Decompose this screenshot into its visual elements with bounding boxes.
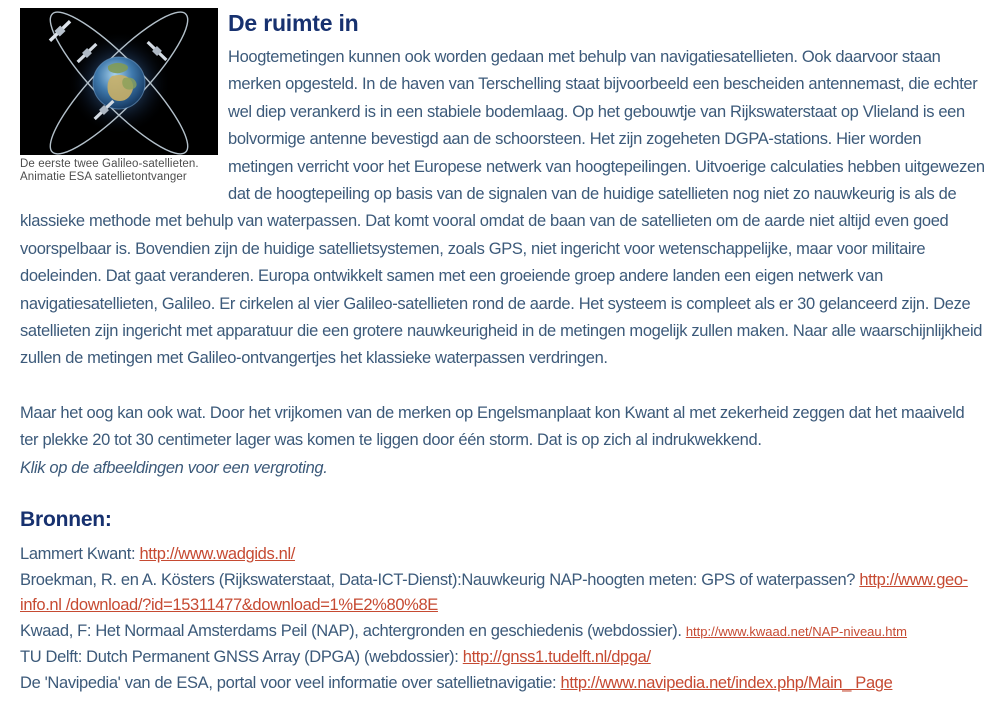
source-link-kwaad[interactable]: http://www.kwaad.net/NAP-niveau.htm: [685, 624, 907, 640]
source-text: Lammert Kwant:: [20, 545, 140, 564]
source-text: Kwaad, F: Het Normaal Amsterdams Peil (NAP), achtergronden en geschiedenis (webdossier).: [20, 622, 686, 641]
figure-caption-line1: De eerste twee Galileo-satellieten.: [20, 158, 199, 170]
galileo-satellites-image[interactable]: [20, 8, 218, 155]
source-link-tudelft[interactable]: http://gnss1.tudelft.nl/dpga/: [462, 648, 651, 667]
source-text: Broekman, R. en A. Kösters (Rijkswaterstaat, Data-ICT-Dienst):Nauwkeurig NAP-hoogten meten: GPS of waterpassen?: [20, 571, 860, 590]
source-text: TU Delft: Dutch Permanent GNSS Array (DPGA) (webdossier):: [20, 648, 463, 667]
article-paragraph-2: Maar het oog kan ook wat. Door het vrijkomen van de merken op Engelsmanplaat kon Kwant al met zekerheid zeggen dat het maaiveld ter plekke 20 tot 30 centimeter lager was komen te liggen door één storm. Dat is op zich al indrukwekkend.: [20, 403, 965, 450]
source-line: [20, 671, 986, 696]
source-line: [20, 568, 986, 618]
enlarge-note: Klik op de afbeeldingen voor een vergroting.: [20, 458, 328, 477]
figure-caption-line2: Animatie ESA satellietontvanger: [20, 171, 187, 183]
source-link-geo-info[interactable]: http://www.geo-info.nl /download/?id=15311477&download=1%E2%80%8E: [20, 571, 968, 615]
source-line: [20, 619, 986, 644]
galileo-orbits-illustration: [20, 8, 218, 155]
article-paragraph-1: Hoogtemetingen kunnen ook worden gedaan met behulp van navigatiesatellieten. Ook daarvoor staan merken opgesteld. In de haven van Terschelling staat bijvoorbeeld een bescheiden antennemast, die echter wel diep verankerd is in een stabiele bodemlaag. Op het gebouwtje van Rijkswaterstaat op Vlieland is een bolvormige antenne bevestigd aan de schoorsteen. Het zijn zogeheten DGPA-stations. Hier worden metingen verricht voor het Europese netwerk van hoogtepeilingen. Uitvoerige calculaties hebben uitgewezen dat de hoogtepeiling op basis van de signalen van de huidige satellieten nog niet zo nauwkeurig is als de klassieke methode met behulp van waterpassen. Dat komt vooral omdat de baan van de satellieten om de aarde niet altijd even goed voorspelbaar is. Bovendien zijn de huidige satellietsystemen, zoals GPS, niet ingericht voor wetenschappelijke, maar voor militaire doeleinden. Dat gaat veranderen. Europa ontwikkelt samen met een groeiende groep andere landen een eigen netwerk van navigatiesatellieten, Galileo. Er cirkelen al vier Galileo-satellieten rond de aarde. Het systeem is compleet als er 30 gelanceerd zijn. Deze satellieten zijn ingericht met apparatuur die een grotere nauwkeurigheid in de metingen mogelijk zullen maken. Naar alle waarschijnlijkheid zullen de metingen met Galileo-ontvangertjes het klassieke waterpassen verdringen.: [20, 48, 985, 368]
satellite-figure: [20, 8, 218, 184]
source-link-navipedia[interactable]: http://www.navipedia.net/index.php/Main_ Page: [560, 674, 893, 693]
page-title: De ruimte in: [228, 10, 359, 36]
figure-caption: [20, 158, 218, 184]
source-text: De 'Navipedia' van de ESA, portal voor veel informatie over satellietnavigatie:: [20, 674, 561, 693]
source-line: [20, 542, 986, 567]
source-link-wadgids[interactable]: http://www.wadgids.nl/: [139, 545, 296, 564]
source-line: [20, 645, 986, 670]
sources-heading: Bronnen:: [20, 508, 112, 532]
